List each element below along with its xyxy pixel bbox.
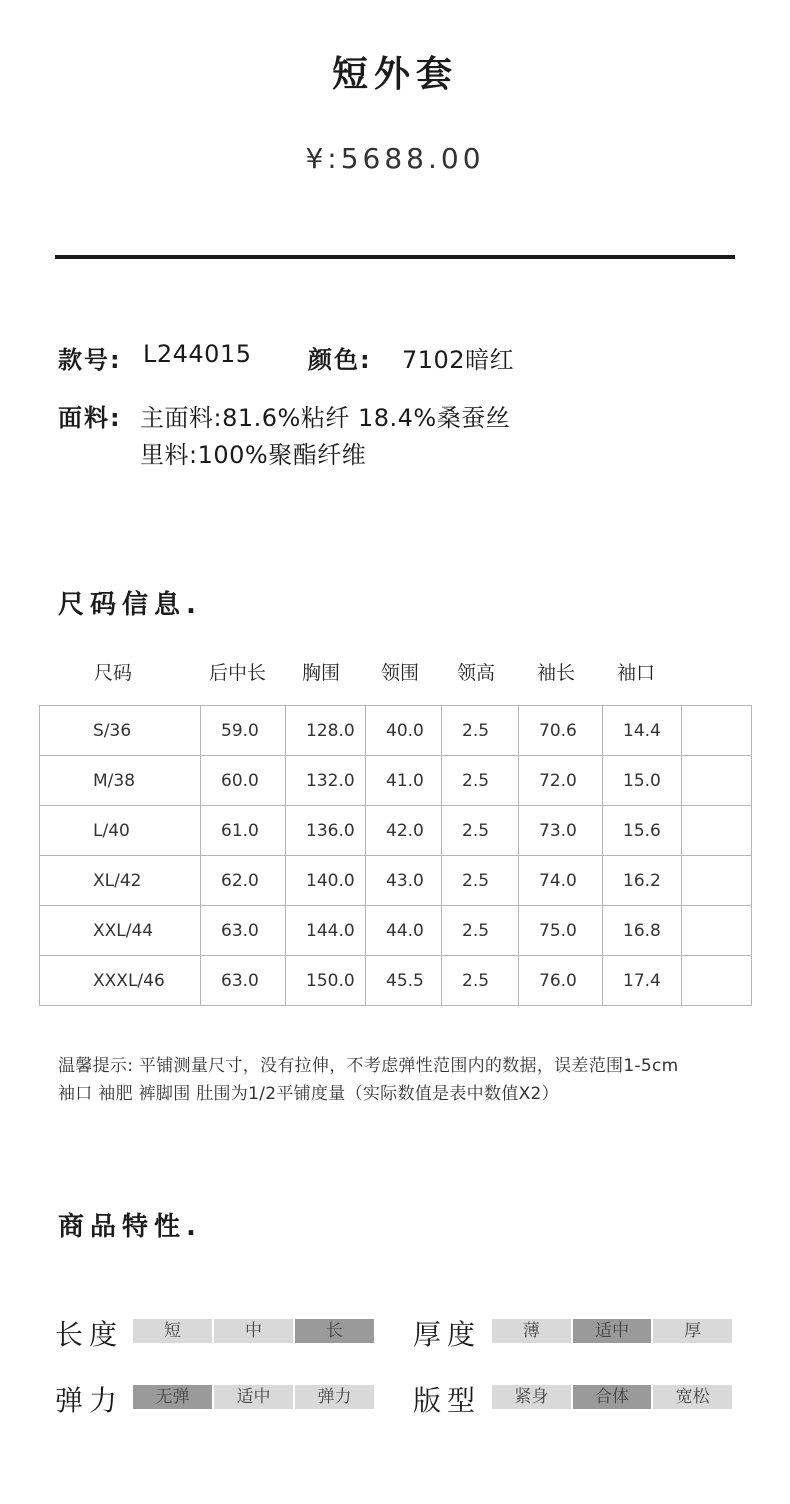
measure-cell: 2.5 bbox=[442, 906, 519, 956]
measure-cell: 44.0 bbox=[366, 906, 442, 956]
measure-cell: 73.0 bbox=[519, 806, 603, 856]
divider-rule bbox=[55, 255, 735, 259]
size-table bbox=[39, 705, 752, 1006]
measure-cell: 16.2 bbox=[603, 856, 682, 906]
measure-cell: 72.0 bbox=[519, 756, 603, 806]
table-row bbox=[40, 906, 752, 956]
measure-cell: 70.6 bbox=[519, 706, 603, 756]
measure-cell: 45.5 bbox=[366, 956, 442, 1006]
header-collar: 领围 bbox=[381, 662, 420, 684]
measure-cell: 40.0 bbox=[366, 706, 442, 756]
elasticity-label: 弹力 bbox=[55, 1384, 124, 1417]
header-back-length: 后中长 bbox=[209, 662, 267, 684]
table-row bbox=[40, 956, 752, 1006]
product-title: 短外套 bbox=[331, 54, 458, 95]
elasticity-scale bbox=[133, 1385, 374, 1409]
fit-option: 宽松 bbox=[653, 1385, 732, 1409]
measure-cell: 61.0 bbox=[201, 806, 286, 856]
fabric-main: 主面料:81.6%粘纤 18.4%桑蚕丝 bbox=[140, 404, 511, 432]
measure-cell: 16.8 bbox=[603, 906, 682, 956]
measure-cell: 17.4 bbox=[603, 956, 682, 1006]
measure-cell: 132.0 bbox=[286, 756, 366, 806]
table-row bbox=[40, 856, 752, 906]
fabric-lining: 里料:100%聚酯纤维 bbox=[140, 441, 367, 469]
header-cuff: 袖口 bbox=[617, 662, 656, 684]
length-option: 短 bbox=[133, 1319, 212, 1343]
measure-cell: 2.5 bbox=[442, 756, 519, 806]
fit-option: 合体 bbox=[573, 1385, 652, 1409]
table-row bbox=[40, 756, 752, 806]
thickness-scale bbox=[492, 1319, 732, 1343]
measure-cell: 14.4 bbox=[603, 706, 682, 756]
length-option: 中 bbox=[214, 1319, 293, 1343]
measure-cell: 74.0 bbox=[519, 856, 603, 906]
measure-cell bbox=[682, 856, 752, 906]
measure-cell: 144.0 bbox=[286, 906, 366, 956]
size-section-title: 尺码信息. bbox=[58, 590, 202, 620]
size-cell: L/40 bbox=[40, 806, 201, 856]
measure-cell: 15.0 bbox=[603, 756, 682, 806]
size-note-line2: 袖口 袖肥 裤脚围 肚围为1/2平铺度量（实际数值是表中数值X2） bbox=[58, 1084, 559, 1104]
fit-option: 紧身 bbox=[492, 1385, 571, 1409]
thickness-option: 薄 bbox=[492, 1319, 571, 1343]
thickness-option: 适中 bbox=[573, 1319, 652, 1343]
length-label: 长度 bbox=[55, 1318, 124, 1351]
measure-cell bbox=[682, 706, 752, 756]
measure-cell bbox=[682, 956, 752, 1006]
fabric-label: 面料: bbox=[58, 404, 122, 432]
fit-label: 版型 bbox=[413, 1384, 482, 1417]
size-cell: M/38 bbox=[40, 756, 201, 806]
measure-cell: 2.5 bbox=[442, 806, 519, 856]
measure-cell: 2.5 bbox=[442, 956, 519, 1006]
measure-cell bbox=[682, 806, 752, 856]
measure-cell: 76.0 bbox=[519, 956, 603, 1006]
length-scale bbox=[133, 1319, 374, 1343]
size-cell: S/36 bbox=[40, 706, 201, 756]
fit-scale bbox=[492, 1385, 732, 1409]
measure-cell: 140.0 bbox=[286, 856, 366, 906]
measure-cell: 136.0 bbox=[286, 806, 366, 856]
measure-cell: 43.0 bbox=[366, 856, 442, 906]
measure-cell: 15.6 bbox=[603, 806, 682, 856]
measure-cell: 42.0 bbox=[366, 806, 442, 856]
measure-cell: 2.5 bbox=[442, 856, 519, 906]
style-number-label: 款号: bbox=[58, 346, 122, 374]
measure-cell: 41.0 bbox=[366, 756, 442, 806]
elasticity-option: 适中 bbox=[214, 1385, 293, 1409]
measure-cell bbox=[682, 756, 752, 806]
measure-cell: 59.0 bbox=[201, 706, 286, 756]
table-row bbox=[40, 806, 752, 856]
table-row bbox=[40, 706, 752, 756]
header-sleeve-length: 袖长 bbox=[537, 662, 576, 684]
measure-cell bbox=[682, 906, 752, 956]
size-cell: XXXL/46 bbox=[40, 956, 201, 1006]
elasticity-option: 无弹 bbox=[133, 1385, 212, 1409]
features-section-title: 商品特性. bbox=[58, 1212, 202, 1242]
measure-cell: 2.5 bbox=[442, 706, 519, 756]
color-value: 7102暗红 bbox=[402, 346, 515, 374]
measure-cell: 63.0 bbox=[201, 906, 286, 956]
measure-cell: 63.0 bbox=[201, 956, 286, 1006]
thickness-label: 厚度 bbox=[413, 1318, 482, 1351]
measure-cell: 128.0 bbox=[286, 706, 366, 756]
elasticity-option: 弹力 bbox=[295, 1385, 374, 1409]
style-number-value: L244015 bbox=[143, 340, 252, 368]
product-price: ¥:5688.00 bbox=[305, 142, 485, 175]
measure-cell: 150.0 bbox=[286, 956, 366, 1006]
measure-cell: 60.0 bbox=[201, 756, 286, 806]
measure-cell: 75.0 bbox=[519, 906, 603, 956]
color-label: 颜色: bbox=[308, 346, 372, 374]
size-cell: XL/42 bbox=[40, 856, 201, 906]
header-size: 尺码 bbox=[94, 662, 133, 684]
header-chest: 胸围 bbox=[302, 662, 341, 684]
header-collar-height: 领高 bbox=[457, 662, 496, 684]
size-cell: XXL/44 bbox=[40, 906, 201, 956]
measure-cell: 62.0 bbox=[201, 856, 286, 906]
length-option: 长 bbox=[295, 1319, 374, 1343]
size-note-line1: 温馨提示: 平铺测量尺寸，没有拉伸，不考虑弹性范围内的数据，误差范围1-5cm bbox=[58, 1056, 679, 1076]
thickness-option: 厚 bbox=[653, 1319, 732, 1343]
